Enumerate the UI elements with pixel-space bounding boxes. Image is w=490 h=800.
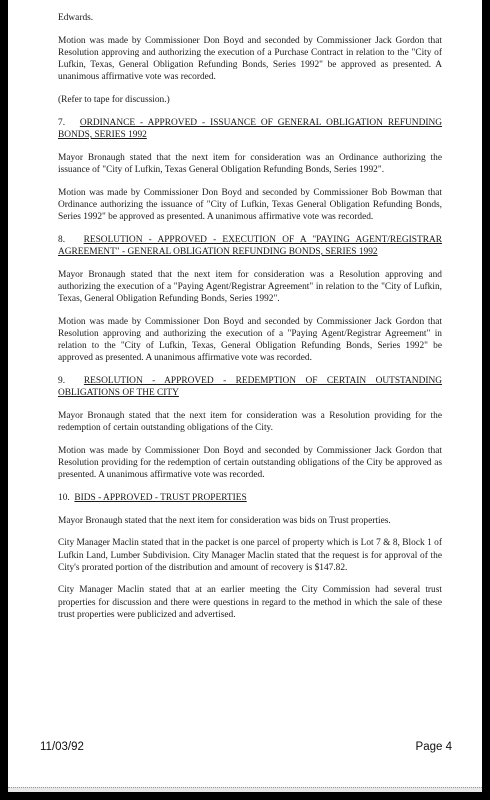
page-footer xyxy=(40,741,452,753)
paragraph: Mayor Bronaugh stated that the next item for consideration was a Resolution approving and authorizing the execution of a "Paying Agent/Registrar Agreement" in relation to the "City of Lufkin, Texas, General Obligation Refunding Bonds, Series 1992". xyxy=(58,269,442,304)
section-number: 10. xyxy=(58,492,70,503)
section-heading-8 xyxy=(58,234,442,258)
section-heading-9 xyxy=(58,375,442,399)
paragraph: City Manager Maclin stated that at an earlier meeting the City Commission had several trust properties for discussion and there were questions in regard to the method in which the sale of these trust properties were publicized and advertised. xyxy=(58,585,442,620)
paragraph: Motion was made by Commissioner Don Boyd and seconded by Commissioner Jack Gordon that Resolution approving and authorizing the execution of a Purchase Contract in relation to the "City of Lufkin, Texas, General Obligation Refunding Bonds, Series 1992" be approved as presented. A unanimous affirmative vote was recorded. xyxy=(58,35,442,83)
section-title: BIDS - APPROVED - TRUST PROPERTIES xyxy=(74,492,247,503)
paragraph: (Refer to tape for discussion.) xyxy=(58,95,170,106)
section-title: RESOLUTION - APPROVED - REDEMPTION OF CERTAIN OUTSTANDING OBLIGATIONS OF THE CITY xyxy=(58,375,443,399)
paragraph: City Manager Maclin stated that in the packet is one parcel of property which is Lot 7 & 8, Block 1 of Lufkin Land, Lumber Subdivision. City Manager Maclin stated that the request is for approval of the City's prorated portion of the distribution and amount of recovery is $147.82. xyxy=(58,538,442,573)
paragraph: Mayor Bronaugh stated that the next item for consideration was bids on Trust properties. xyxy=(58,515,391,526)
paragraph: Edwards. xyxy=(58,13,94,23)
section-title: RESOLUTION - APPROVED - EXECUTION OF A "PAYING AGENT/REGISTRAR AGREEMENT" - GENERAL OBLIGATION REFUNDING BONDS, SERIES 1992 xyxy=(58,234,442,257)
section-number: 8. xyxy=(58,234,66,245)
paragraph: Mayor Bronaugh stated that the next item for consideration was a Resolution providing for the redemption of certain outstanding obligations of the City. xyxy=(58,410,442,434)
section-heading-10 xyxy=(58,492,442,504)
footer-date: 11/03/92 xyxy=(40,741,84,753)
scan-edge-divider xyxy=(8,787,482,792)
section-number: 7. xyxy=(58,117,66,128)
section-title: ORDINANCE - APPROVED - ISSUANCE OF GENERAL OBLIGATION REFUNDING BONDS, SERIES 1992 xyxy=(58,117,443,140)
section-number: 9. xyxy=(58,375,66,386)
paragraph: Motion was made by Commissioner Don Boyd and seconded by Commissioner Bob Bowman that Ordinance authorizing the issuance of "City of Lufkin, Texas General Obligation Refunding Bonds, Series 1992" be approved as presented. A unanimous affirmative vote was recorded. xyxy=(58,187,442,222)
section-heading-7 xyxy=(58,117,442,141)
document-body xyxy=(58,12,442,632)
paragraph: Mayor Bronaugh stated that the next item for consideration was an Ordinance authorizing the issuance of "City of Lufkin, Texas General Obligation Refunding Bonds, Series 1992". xyxy=(58,152,442,175)
document-page xyxy=(8,0,482,792)
paragraph: Motion was made by Commissioner Don Boyd and seconded by Commissioner Jack Gordon that Resolution providing for the redemption of certain outstanding obligations of the City be approved as presented. A unanimous affirmative vote was recorded. xyxy=(58,445,442,481)
footer-page-number: Page 4 xyxy=(415,741,452,753)
paragraph: Motion was made by Commissioner Don Boyd and seconded by Commissioner Jack Gordon that Resolution approving and authorizing the execution of a "Paying Agent/Registrar Agreement" in relation to the "City of Lufkin, Texas, General Obligation Refunding Bonds, Series 1992" be approved as presented. A unanimous affirmative vote was recorded. xyxy=(58,316,442,364)
